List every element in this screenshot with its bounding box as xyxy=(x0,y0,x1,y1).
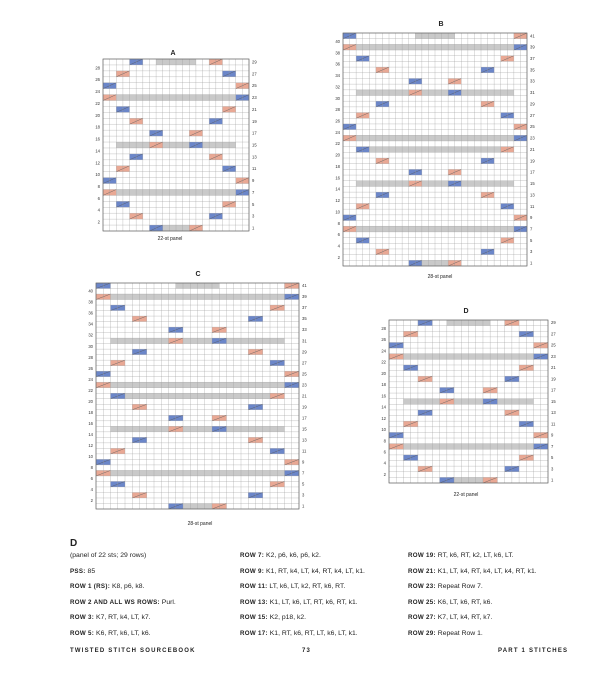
svg-text:28: 28 xyxy=(381,325,386,331)
svg-text:37: 37 xyxy=(530,55,535,61)
svg-text:8: 8 xyxy=(97,184,100,189)
instruction-line: ROW 7: K2, p6, k6, p6, k2. xyxy=(240,552,321,559)
svg-text:29: 29 xyxy=(302,349,307,355)
panel-c-title: C xyxy=(195,271,201,278)
svg-text:38: 38 xyxy=(335,50,340,56)
svg-text:15: 15 xyxy=(302,426,307,432)
svg-text:20: 20 xyxy=(381,370,386,376)
svg-text:1: 1 xyxy=(302,503,305,509)
svg-text:22: 22 xyxy=(381,359,386,365)
svg-text:18: 18 xyxy=(95,124,100,130)
svg-text:18: 18 xyxy=(381,382,386,388)
svg-text:5: 5 xyxy=(551,455,554,461)
instructions-heading: D xyxy=(70,538,78,549)
svg-text:17: 17 xyxy=(252,130,257,136)
instruction-line: ROW 25: K6, LT, k6, RT, k6. xyxy=(408,598,493,606)
svg-text:16: 16 xyxy=(95,136,100,142)
svg-text:13: 13 xyxy=(252,154,257,160)
svg-text:40: 40 xyxy=(335,38,340,44)
svg-text:38: 38 xyxy=(88,299,93,305)
instructions-col-1 xyxy=(70,552,176,646)
instruction-line: ROW 3: K7, RT, k4, LT, k7. xyxy=(70,614,151,622)
svg-text:36: 36 xyxy=(88,310,93,316)
svg-text:6: 6 xyxy=(97,195,100,201)
svg-text:7: 7 xyxy=(302,470,305,476)
panel-d-caption: 22-st panel xyxy=(453,492,479,498)
svg-text:11: 11 xyxy=(302,448,307,454)
svg-text:13: 13 xyxy=(530,192,535,198)
svg-text:6: 6 xyxy=(90,476,93,482)
svg-text:14: 14 xyxy=(95,148,100,154)
svg-text:24: 24 xyxy=(88,376,93,382)
svg-text:29: 29 xyxy=(551,320,556,326)
svg-text:5: 5 xyxy=(302,481,305,487)
svg-text:21: 21 xyxy=(551,365,556,371)
svg-text:25: 25 xyxy=(252,83,257,89)
svg-text:4: 4 xyxy=(97,207,100,213)
svg-text:11: 11 xyxy=(551,421,556,427)
svg-text:19: 19 xyxy=(551,376,556,382)
svg-text:20: 20 xyxy=(335,152,340,158)
footer-page-number: 73 xyxy=(302,648,312,654)
svg-text:27: 27 xyxy=(252,71,257,77)
svg-text:19: 19 xyxy=(302,404,307,410)
svg-text:6: 6 xyxy=(337,232,340,238)
instruction-line: PSS: 85 xyxy=(70,567,96,575)
svg-text:3: 3 xyxy=(302,492,305,498)
svg-text:34: 34 xyxy=(335,73,340,79)
chart-panel-d xyxy=(375,320,562,483)
svg-text:14: 14 xyxy=(335,186,340,192)
svg-text:3: 3 xyxy=(530,249,533,255)
svg-text:29: 29 xyxy=(252,59,257,65)
svg-text:20: 20 xyxy=(95,112,100,118)
svg-text:28: 28 xyxy=(335,107,340,113)
svg-text:10: 10 xyxy=(381,427,386,433)
svg-text:17: 17 xyxy=(302,415,307,421)
svg-text:22: 22 xyxy=(95,100,100,106)
svg-text:4: 4 xyxy=(337,243,340,249)
svg-text:13: 13 xyxy=(302,437,307,443)
svg-text:5: 5 xyxy=(530,237,533,243)
svg-text:7: 7 xyxy=(551,443,554,449)
svg-text:24: 24 xyxy=(381,348,386,354)
svg-text:41: 41 xyxy=(302,283,307,289)
svg-text:27: 27 xyxy=(302,360,307,366)
svg-text:8: 8 xyxy=(383,438,386,444)
svg-text:13: 13 xyxy=(551,410,556,416)
panel-d-title: D xyxy=(463,308,469,315)
svg-text:10: 10 xyxy=(95,172,100,178)
svg-text:33: 33 xyxy=(302,327,307,333)
svg-text:12: 12 xyxy=(381,415,386,421)
svg-text:24: 24 xyxy=(335,129,340,135)
instruction-line: ROW 9: K1, RT, k4, LT, k4, RT, k4, LT, k1. xyxy=(240,567,365,575)
instructions-intro: (panel of 22 sts; 29 rows) xyxy=(70,552,147,559)
svg-text:12: 12 xyxy=(95,160,100,166)
svg-text:26: 26 xyxy=(335,118,340,124)
svg-text:2: 2 xyxy=(383,471,386,477)
svg-text:3: 3 xyxy=(551,466,554,472)
svg-text:27: 27 xyxy=(551,331,556,337)
chart-panel-a xyxy=(89,59,263,231)
svg-text:39: 39 xyxy=(302,294,307,300)
svg-text:2: 2 xyxy=(90,498,93,504)
footer-section: PART 1 STITCHES xyxy=(498,648,569,654)
svg-text:35: 35 xyxy=(302,316,307,322)
svg-text:1: 1 xyxy=(530,260,533,266)
svg-text:35: 35 xyxy=(530,67,535,73)
svg-text:33: 33 xyxy=(530,78,535,84)
svg-text:26: 26 xyxy=(88,365,93,371)
instruction-line: ROW 29: Repeat Row 1. xyxy=(408,629,483,637)
panel-b-title: B xyxy=(438,21,444,28)
svg-text:15: 15 xyxy=(252,142,257,148)
panel-a-title: A xyxy=(170,50,176,57)
svg-text:18: 18 xyxy=(335,163,340,169)
svg-text:28: 28 xyxy=(88,354,93,360)
instruction-line: ROW 21: K1, LT, k4, RT, k4, LT, k4, RT, k1. xyxy=(408,567,537,575)
instruction-line: ROW 27: K7, LT, k4, RT, k7. xyxy=(408,614,493,622)
svg-text:25: 25 xyxy=(530,124,535,130)
svg-text:21: 21 xyxy=(302,393,307,399)
svg-text:19: 19 xyxy=(252,118,257,124)
svg-text:9: 9 xyxy=(530,215,533,221)
svg-text:5: 5 xyxy=(252,201,255,207)
svg-text:30: 30 xyxy=(335,95,340,101)
svg-text:9: 9 xyxy=(252,178,255,184)
footer-book-title: TWISTED STITCH SOURCEBOOK xyxy=(70,648,196,654)
instructions-col-2 xyxy=(240,552,365,646)
svg-text:28: 28 xyxy=(95,65,100,71)
chart-panel-b xyxy=(329,33,541,266)
svg-text:31: 31 xyxy=(302,338,307,344)
svg-text:17: 17 xyxy=(551,387,556,393)
svg-text:3: 3 xyxy=(252,213,255,219)
instruction-line: ROW 23: Repeat Row 7. xyxy=(408,583,483,591)
svg-text:16: 16 xyxy=(381,393,386,399)
chart-panel-c xyxy=(82,283,313,509)
svg-text:37: 37 xyxy=(302,305,307,311)
svg-text:25: 25 xyxy=(302,371,307,377)
panel-b-caption: 28-st panel xyxy=(427,274,453,280)
instruction-line: ROW 15: K2, p18, k2. xyxy=(240,614,307,622)
instruction-line: ROW 13: K1, LT, k6, LT, RT, k6, RT, k1. xyxy=(240,598,358,606)
svg-text:21: 21 xyxy=(252,106,257,112)
svg-text:14: 14 xyxy=(88,431,93,437)
svg-text:25: 25 xyxy=(551,342,556,348)
svg-text:12: 12 xyxy=(88,442,93,448)
instruction-line: ROW 17: K1, RT, k6, RT, LT, k6, LT, k1. xyxy=(240,629,358,637)
svg-text:22: 22 xyxy=(88,387,93,393)
svg-text:16: 16 xyxy=(88,420,93,426)
svg-text:23: 23 xyxy=(252,95,257,101)
svg-text:6: 6 xyxy=(383,449,386,455)
svg-text:19: 19 xyxy=(530,158,535,164)
panel-c-caption: 28-st panel xyxy=(187,521,213,527)
instruction-line: ROW 19: RT, k6, RT, k2, LT, k6, LT. xyxy=(408,552,514,559)
svg-text:32: 32 xyxy=(88,332,93,338)
svg-text:18: 18 xyxy=(88,409,93,415)
svg-text:20: 20 xyxy=(88,398,93,404)
svg-text:10: 10 xyxy=(88,454,93,460)
instruction-line: ROW 1 (RS): K8, p6, k8. xyxy=(70,583,145,591)
svg-text:12: 12 xyxy=(335,198,340,204)
svg-text:8: 8 xyxy=(337,220,340,226)
svg-text:2: 2 xyxy=(337,254,340,260)
svg-text:39: 39 xyxy=(530,44,535,50)
svg-text:10: 10 xyxy=(335,209,340,215)
svg-text:36: 36 xyxy=(335,61,340,67)
svg-text:11: 11 xyxy=(530,203,535,209)
svg-text:34: 34 xyxy=(88,321,93,327)
svg-text:23: 23 xyxy=(551,353,556,359)
svg-text:9: 9 xyxy=(551,432,554,438)
svg-text:26: 26 xyxy=(95,77,100,83)
instruction-line: ROW 5: K6, RT, k6, LT, k6. xyxy=(70,629,151,637)
svg-text:23: 23 xyxy=(302,382,307,388)
svg-text:4: 4 xyxy=(90,487,93,493)
svg-text:15: 15 xyxy=(551,398,556,404)
svg-text:24: 24 xyxy=(95,89,100,95)
svg-text:1: 1 xyxy=(252,225,255,231)
svg-text:4: 4 xyxy=(383,460,386,466)
svg-text:23: 23 xyxy=(530,135,535,141)
svg-text:31: 31 xyxy=(530,90,535,96)
panel-a-caption: 22-st panel xyxy=(157,236,183,242)
svg-text:9: 9 xyxy=(302,459,305,465)
svg-text:2: 2 xyxy=(97,219,100,225)
svg-text:7: 7 xyxy=(252,189,255,195)
svg-text:21: 21 xyxy=(530,146,535,152)
instruction-line: ROW 11: LT, k6, LT, k2, RT, k6, RT. xyxy=(240,583,346,591)
svg-text:26: 26 xyxy=(381,337,386,343)
svg-text:27: 27 xyxy=(530,112,535,118)
svg-text:41: 41 xyxy=(530,33,535,39)
svg-text:22: 22 xyxy=(335,141,340,147)
svg-text:40: 40 xyxy=(88,288,93,294)
svg-text:29: 29 xyxy=(530,101,535,107)
svg-text:1: 1 xyxy=(551,477,554,483)
svg-text:30: 30 xyxy=(88,343,93,349)
instructions-col-3 xyxy=(408,552,537,646)
svg-text:15: 15 xyxy=(530,181,535,187)
svg-text:14: 14 xyxy=(381,404,386,410)
svg-text:11: 11 xyxy=(252,166,257,172)
svg-text:17: 17 xyxy=(530,169,535,175)
svg-text:32: 32 xyxy=(335,84,340,90)
svg-text:7: 7 xyxy=(530,226,533,232)
svg-text:8: 8 xyxy=(90,465,93,471)
svg-text:16: 16 xyxy=(335,175,340,181)
instruction-line: ROW 2 AND ALL WS ROWS: Purl. xyxy=(70,598,176,606)
